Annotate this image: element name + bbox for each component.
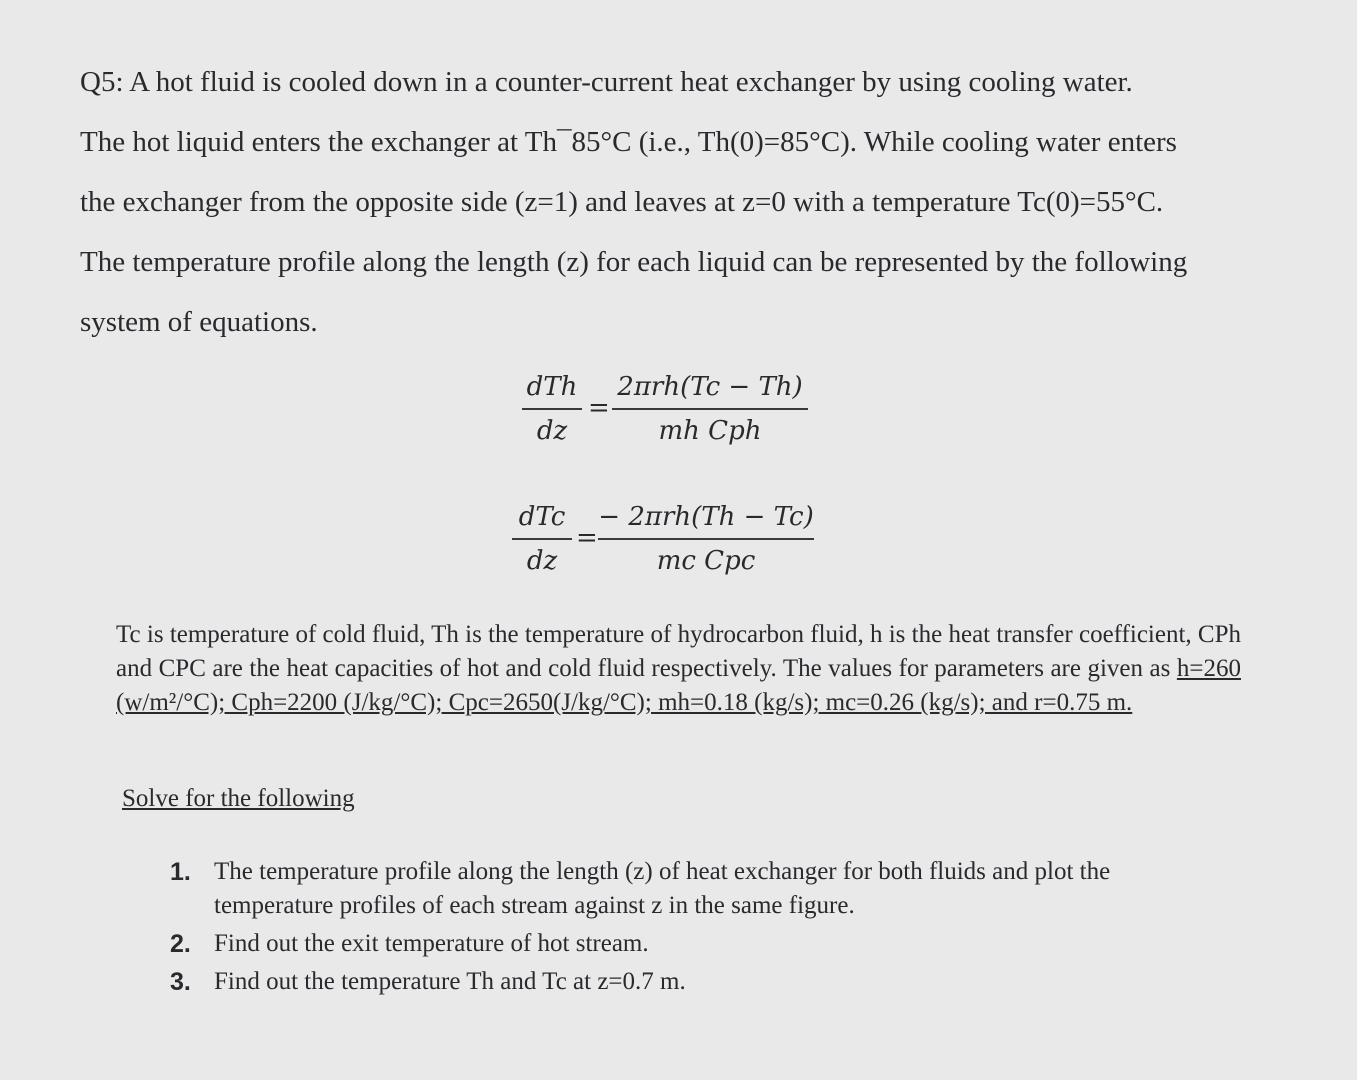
fraction-bar: [612, 408, 808, 410]
eq2-equals: =: [576, 523, 598, 553]
eq1-lhs-denominator: dz: [536, 416, 568, 446]
description-text: Tc is temperature of cold fluid, Th is the temperature of hydrocarbon fluid, h is the heat transfer coefficient, CPh and CPC are the heat capacities of hot and cold fluid respectively. The values for parameters are given as: [116, 621, 1241, 682]
task-number: 3.: [170, 968, 191, 996]
eq2-lhs-numerator: dTc: [518, 502, 566, 532]
question-line: The hot liquid enters the exchanger at Th¯85°C (i.e., Th(0)=85°C). While cooling water enters: [80, 126, 1177, 158]
eq1-rhs-fraction: [612, 372, 808, 446]
parameter-values: h=260 (w/m²/°C); Cph=2200 (J/kg/°C); Cpc=2650(J/kg/°C); mh=0.18 (kg/s); mc=0.26 (kg/s); and r=0.75 m.: [116, 655, 1241, 716]
fraction-bar: [522, 408, 582, 410]
list-item: [170, 927, 1225, 961]
eq2-rhs-denominator: mc Cpc: [656, 546, 756, 576]
task-text: Find out the temperature Th and Tc at z=0.7 m.: [214, 968, 686, 995]
parameter-description: [116, 618, 1241, 720]
solve-heading: Solve for the following: [122, 785, 355, 812]
eq2-lhs-denominator: dz: [526, 546, 558, 576]
fraction-bar: [512, 538, 572, 540]
list-item: [170, 965, 1225, 999]
eq2-rhs-numerator: − 2πrh(Th − Tc): [598, 502, 814, 532]
eq1-rhs-numerator: 2πrh(Tc − Th): [617, 372, 803, 402]
question-line: system of equations.: [80, 306, 318, 338]
question-line: the exchanger from the opposite side (z=1) and leaves at z=0 with a temperature Tc(0)=55°C.: [80, 186, 1164, 218]
question-paragraph: [80, 52, 1295, 352]
eq2-lhs-fraction: [512, 502, 572, 576]
eq1-lhs-fraction: [522, 372, 582, 446]
task-number: 1.: [170, 858, 191, 886]
task-text: The temperature profile along the length (z) of heat exchanger for both fluids and plot the temperature profiles of each stream against z in the same figure.: [214, 858, 1111, 919]
task-list: [170, 855, 1225, 1003]
eq1-lhs-numerator: dTh: [526, 372, 578, 402]
task-text: Find out the exit temperature of hot stream.: [214, 930, 649, 957]
eq1-equals: =: [588, 393, 610, 423]
fraction-bar: [598, 538, 814, 540]
eq1-rhs-denominator: mh Cph: [658, 416, 762, 446]
list-item: [170, 855, 1225, 923]
question-line: The temperature profile along the length (z) for each liquid can be represented by the following: [80, 246, 1188, 278]
task-number: 2.: [170, 930, 191, 958]
question-line: Q5: A hot fluid is cooled down in a counter-current heat exchanger by using cooling water.: [80, 66, 1133, 98]
eq2-rhs-fraction: [598, 502, 814, 576]
